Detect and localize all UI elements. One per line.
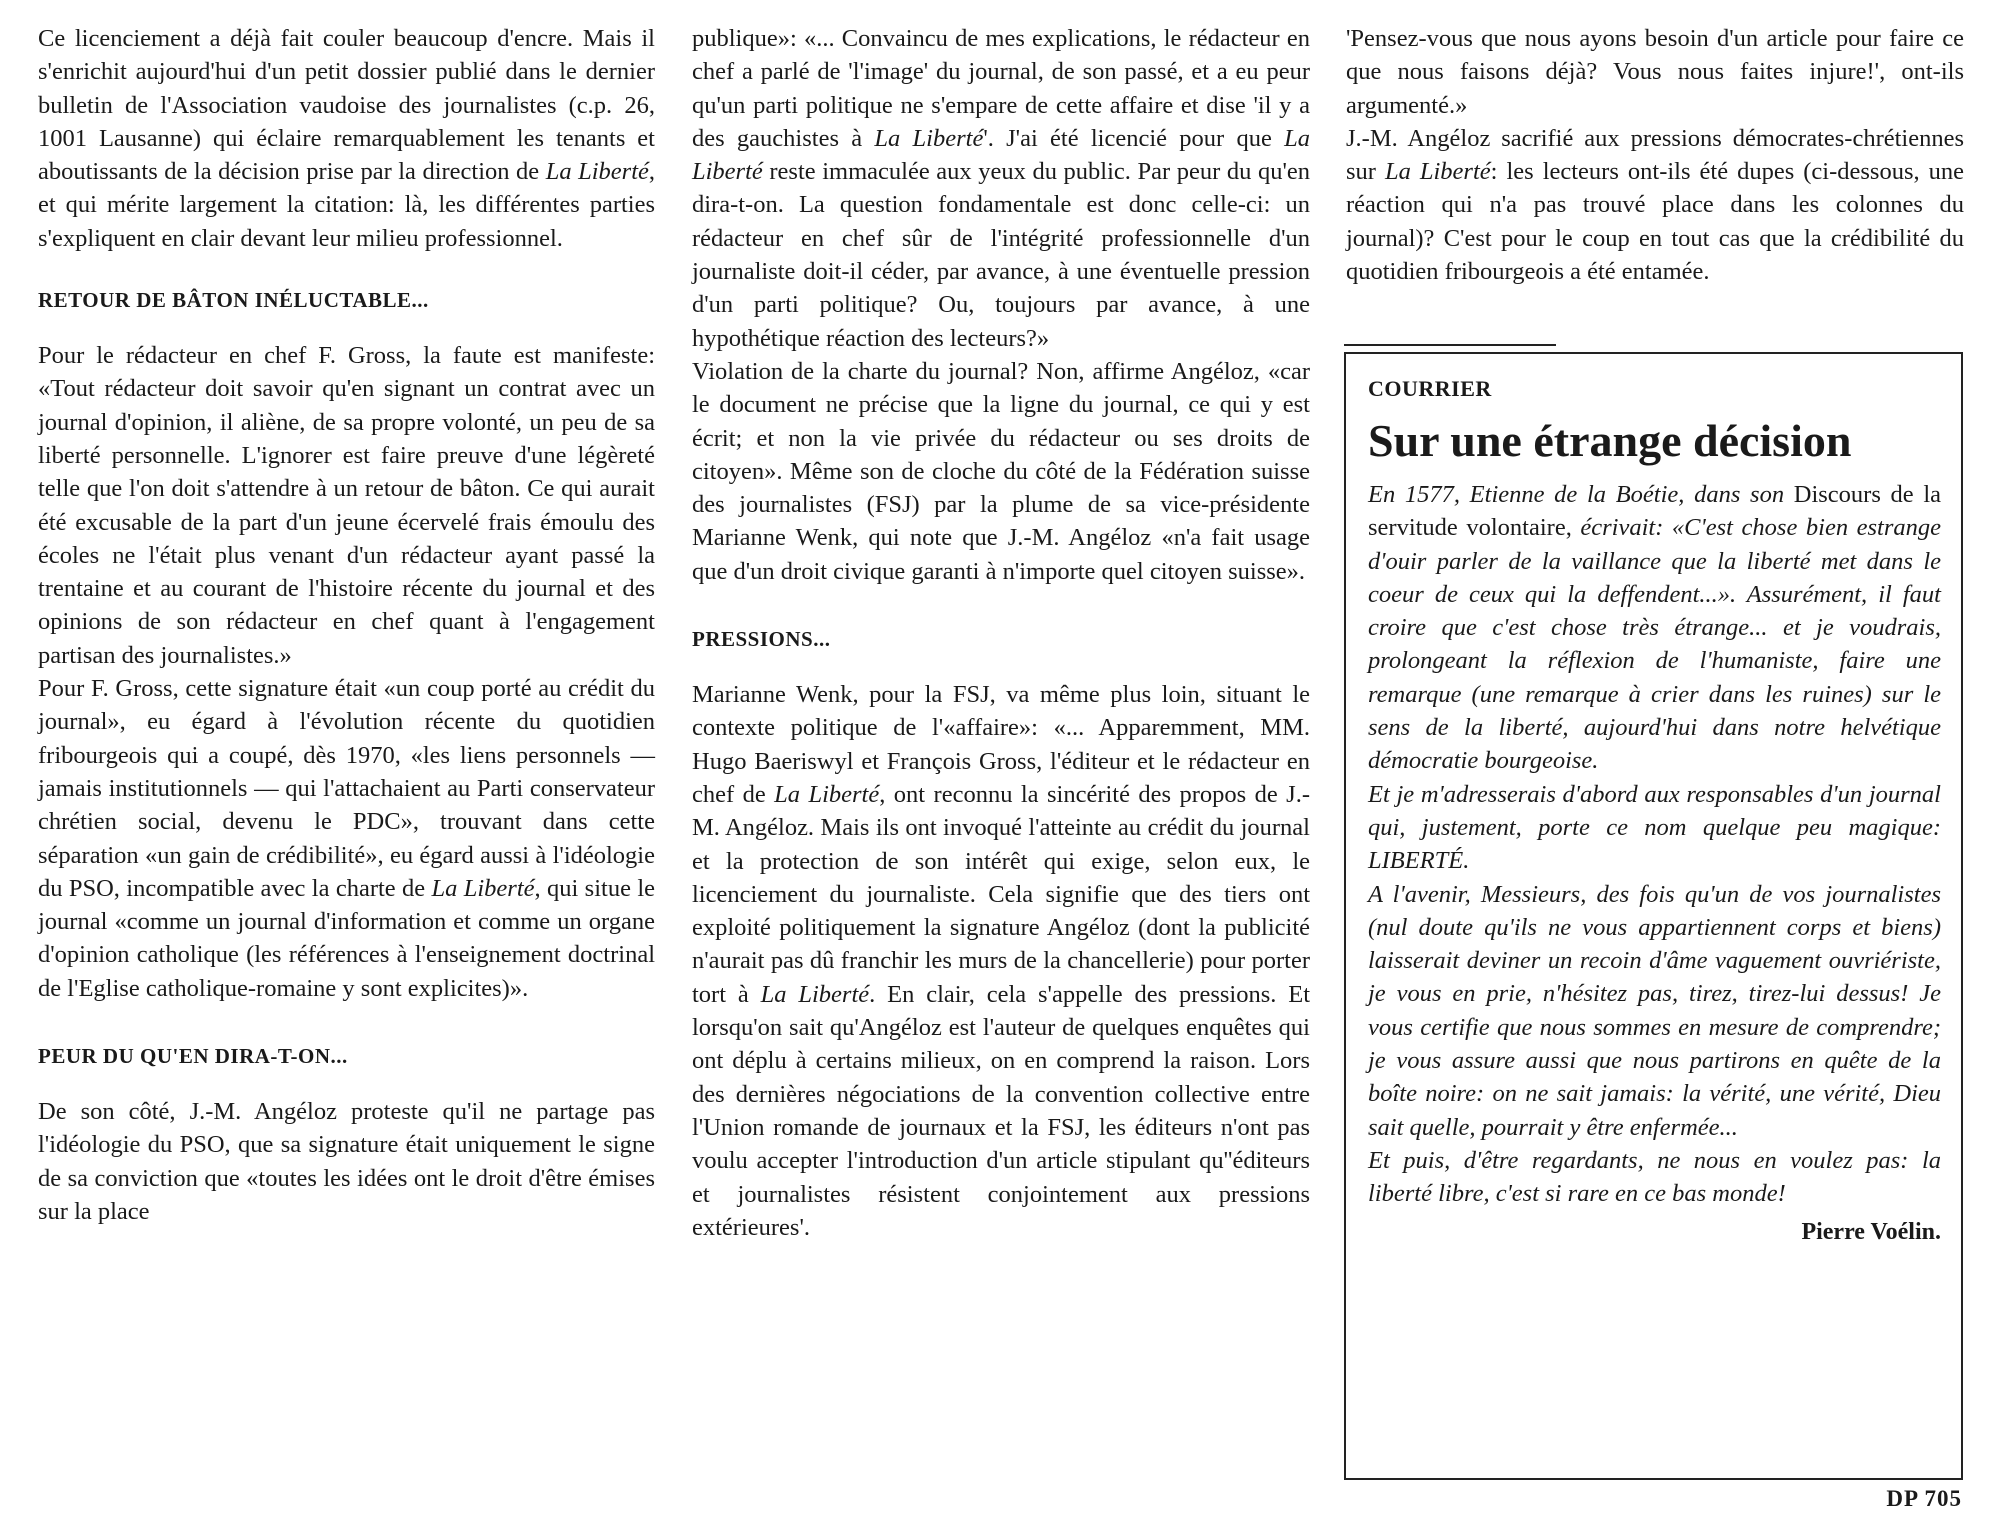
column-3: [1346, 22, 1964, 288]
paragraph-angeloz-sacrifie: J.-M. Angéloz sacrifié aux pressions démocrates-chrétiennes sur La Liberté: les lecteurs ont-ils été dupes (ci-dessous, une réaction qui n'a pas trouvé place dans les colonnes du journal)? C'est pour le coup en tout cas que la crédibilité du quotidien fribourgeois a été entamée.: [1346, 124, 1964, 286]
paragraph-wenk: Marianne Wenk, pour la FSJ, va même plus loin, situant le contexte politique de l'«affaire»: «... Apparemment, MM. Hugo Baeriswyl et François Gross, l'éditeur et le rédacteur en chef de La Liberté, ont reconnu la sincérité des propos de J.-M. Angéloz. Mais ils ont invoqué l'atteinte au crédit du journal et la protection de son intérêt qui exige, selon eux, le licenciement du journaliste. Cela signifie que des tiers ont exploité politiquement la signature Angéloz (dont la publicité n'aurait pas dû franchir les murs de la chancellerie) pour porter tort à La Liberté. En clair, cela s'appelle des pressions. Et lorsqu'on sait qu'Angéloz est l'auteur de quelques enquêtes qui ont déplu à certains milieux, on en comprend la raison. Lors des dernières négociations de la convention collective entre l'Union romande de journaux et la FSJ, les éditeurs n'ont pas voulu accepter l'introduction d'un article stipulant qu''éditeurs et journalistes résistent conjointement aux pressions extérieures'.: [692, 681, 1311, 1241]
box-kicker: COURRIER: [1368, 376, 1492, 401]
letter-paragraph-1: En 1577, Etienne de la Boétie, dans son Discours de la servitude volontaire, écrivait: «C'est chose bien estrange d'ouir parler de la vaillance que la liberté met dans le coeur de ceux qui la deffendent...». Assurément, il faut croire que c'est chose très étrange... et je voudrais, prolongeant la réflexion de l'humaniste, faire une remarque (une remarque à crier dans les ruines) sur le sens de la liberté, aujourd'hui dans notre helvétique démocratie bourgeoise.: [1368, 481, 1942, 775]
subheading-peur-du-qu-en-dira-t-on: PEUR DU QU'EN DIRA-T-ON...: [38, 1044, 348, 1069]
box-letter-text: [1368, 478, 1941, 1211]
column-2: [692, 22, 1310, 1244]
paragraph-angeloz-quote: publique»: «... Convaincu de mes explications, le rédacteur en chef a parlé de 'l'image' du journal, de son passé, et a eu peur qu'un parti politique ne s'empare de cette affaire et dise 'il y a des gauchistes à La Liberté'. J'ai été licencié pour que La Liberté reste immaculée aux yeux du public. Par peur du qu'en dira-t-on. La question fondamentale est donc celle-ci: un rédacteur en chef sûr de l'intégrité professionnelle d'un journaliste doit-il céder, par avance, à une éventuelle pression d'un parti politique? Ou, toujours par avance, à une hypothétique réaction des lecteurs?»: [692, 25, 1311, 352]
subheading-pressions: PRESSIONS...: [692, 627, 831, 652]
paragraph-angeloz-proteste: De son côté, J.-M. Angéloz proteste qu'il ne partage pas l'idéologie du PSO, que sa signature était uniquement le signe de sa conviction que «toutes les idées ont le droit d'être émises sur la place: [38, 1098, 655, 1225]
letter-paragraph-2: Et je m'adresserais d'abord aux responsables d'un journal qui, justement, porte ce nom quelque peu magique: LIBERTÉ.: [1368, 780, 1941, 875]
paragraph-gross-quote: Pour le rédacteur en chef F. Gross, la faute est manifeste: «Tout rédacteur doit savoir qu'en signant un contrat avec un journal d'opinion, il aliène, de sa propre volonté, un peu de sa liberté personnelle. L'ignorer est faire preuve d'une légèreté telle que l'on doit s'attendre à un retour de bâton. Ce qui aurait été excusable de la part d'un jeune écervelé frais émoulu des écoles ne l'était plus venant d'un rédacteur ayant passé la trentaine et au courant de l'histoire récente du journal et des opinions de son rédacteur en chef quant à l'engagement partisan des journalistes.»: [38, 342, 655, 669]
letter-signature: Pierre Voélin.: [1801, 1218, 1941, 1245]
courrier-box: [1344, 352, 1963, 1480]
paragraph-gross-signature: Pour F. Gross, cette signature était «un coup porté au crédit du journal», eu égard à l'évolution récente du quotidien fribourgeois qui a coupé, dès 1970, «les liens personnels — jamais institutionnels — qui l'attachaient au Parti conservateur chrétien social, devenu le PDC», trouvant dans cette séparation «un gain de crédibilité», eu égard aussi à l'idéologie du PSO, incompatible avec la charte de La Liberté, qui situe le journal «comme un journal d'information et comme un organe d'opinion catholique (les références à l'enseignement doctrinal de l'Eglise catholique-romaine y sont explicites)».: [38, 675, 655, 1002]
letter-paragraph-3: A l'avenir, Messieurs, des fois qu'un de vos journalistes (nul doute qu'ils ne vous appartiennent corps et biens) laisserait deviner un recoin d'âme vaguement ouvriériste, je vous en prie, n'hésitez pas, tirez, tirez-lui dessus! Je vous certifie que nous sommes en mesure de comprendre; je vous assure aussi que nous partirons en quête de la boîte noire: on ne sait jamais: la vérité, une vérité, Dieu sait quelle, pourrait y être enfermée...: [1368, 880, 1941, 1141]
page-number: DP 705: [1886, 1486, 1962, 1511]
column-1: [38, 22, 655, 1228]
letter-paragraph-4: Et puis, d'être regardants, ne nous en voulez pas: la liberté libre, c'est si rare en ce bas monde!: [1368, 1146, 1941, 1208]
subheading-retour-de-baton: RETOUR DE BÂTON INÉLUCTABLE...: [38, 288, 429, 313]
intro-paragraph: Ce licenciement a déjà fait couler beaucoup d'encre. Mais il s'enrichit aujourd'hui d'un petit dossier publié dans le dernier bulletin de l'Association vaudoise des journalistes (c.p. 26, 1001 Lausanne) qui éclaire remarquablement les tenants et aboutissants de la décision prise par la direction de La Liberté, et qui mérite largement la citation: là, les différentes parties s'expliquent en clair devant leur milieu professionnel.: [38, 25, 656, 252]
box-top-rule: [1344, 344, 1556, 346]
paragraph-violation-charte: Violation de la charte du journal? Non, affirme Angéloz, «car le document ne précise que la ligne du journal, ce qui y est écrit; et non la vie privée du rédacteur ou ses droits de citoyen». Même son de cloche du côté de la Fédération suisse des journalistes (FSJ) par la plume de sa vice-présidente Marianne Wenk, qui note que J.-M. Angéloz «n'a fait usage que d'un droit civique garanti à n'importe quel citoyen suisse».: [692, 357, 1310, 585]
paragraph-pensez-vous: 'Pensez-vous que nous ayons besoin d'un article pour faire ce que nous faisons déjà? Vous nous faites injure!', ont-ils argumenté.»: [1346, 25, 1964, 119]
box-title: Sur une étrange décision: [1368, 415, 1852, 466]
